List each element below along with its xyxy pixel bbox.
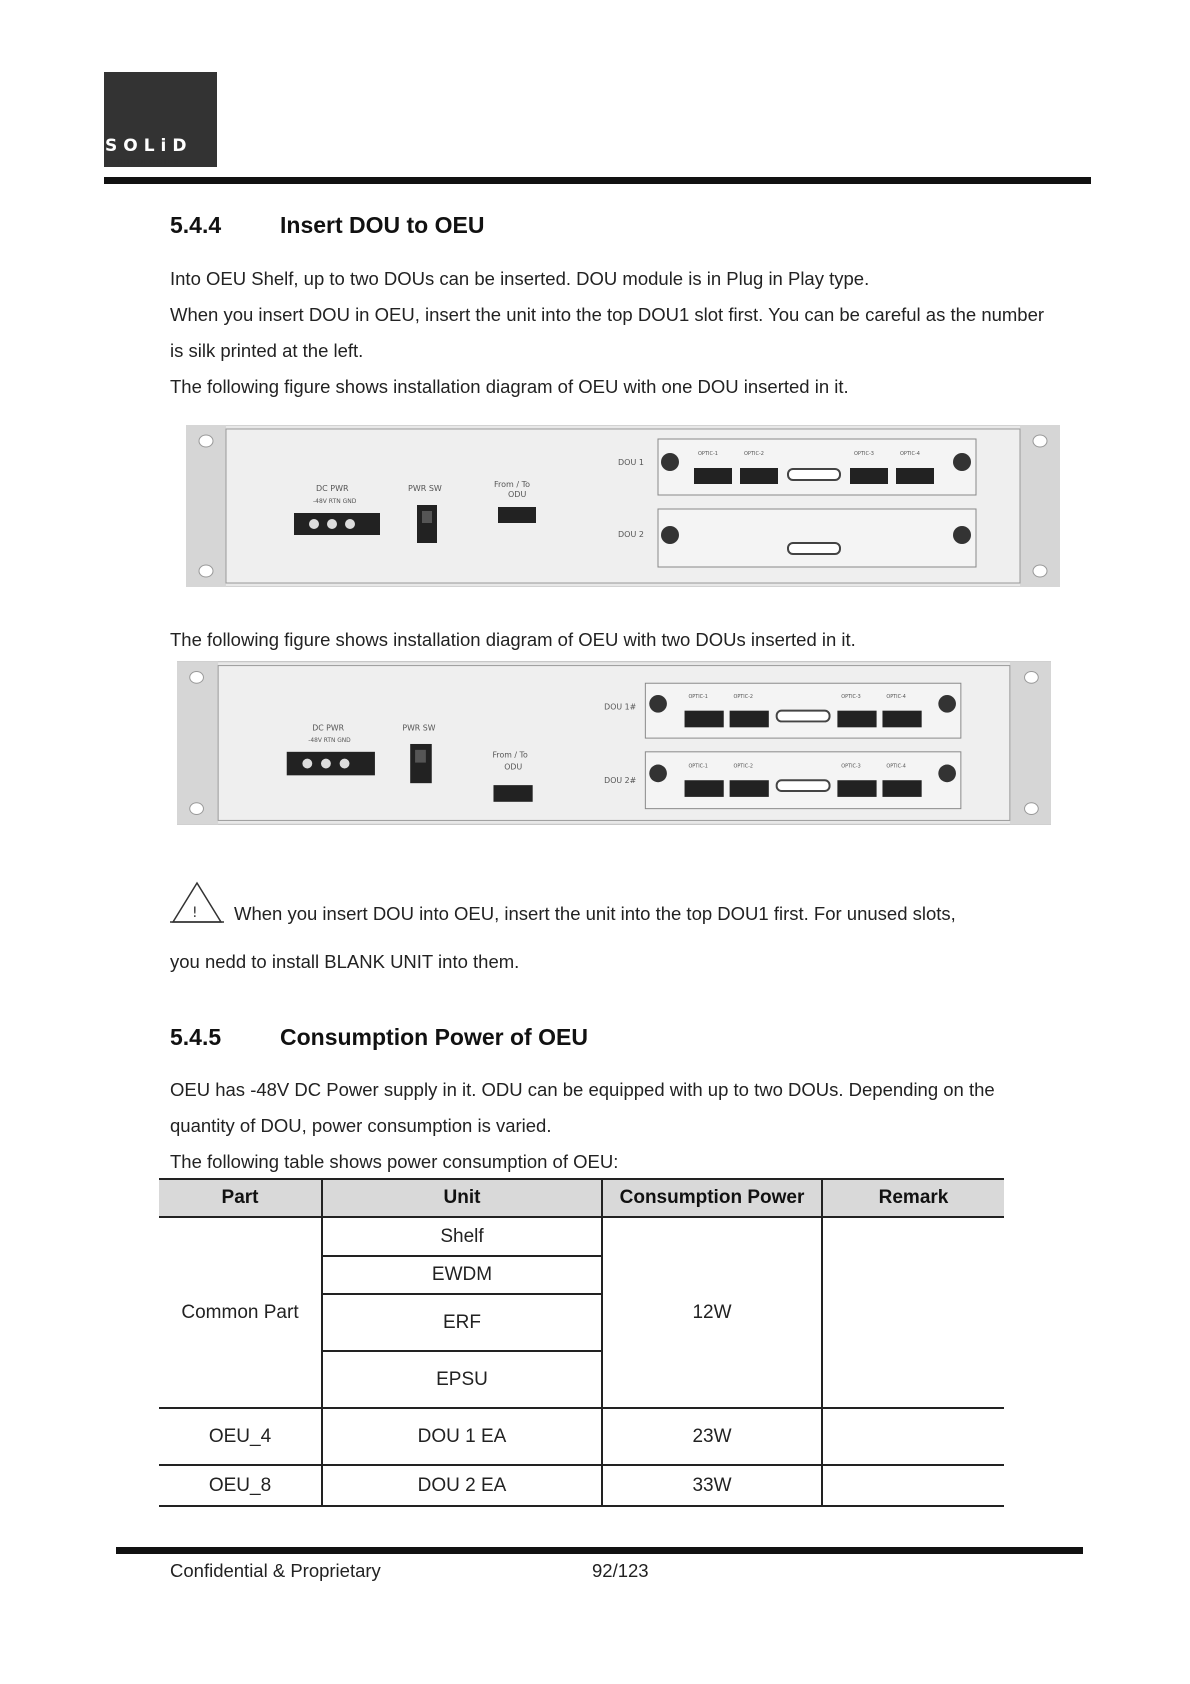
from-to-label: From / To bbox=[492, 750, 528, 760]
remark-cell bbox=[822, 1408, 1004, 1465]
oeu-one-dou-figure bbox=[186, 425, 1060, 587]
section-heading-544 bbox=[170, 212, 484, 239]
dc-pwr-label: DC PWR bbox=[316, 484, 349, 493]
dou1-slot-label: DOU 1# bbox=[604, 702, 637, 712]
part-cell: OEU_8 bbox=[159, 1465, 322, 1506]
footer-confidential: Confidential & Proprietary bbox=[170, 1560, 381, 1581]
paragraph: The following table shows power consumption of OEU: bbox=[170, 1151, 619, 1172]
column-header: Remark bbox=[822, 1179, 1004, 1217]
port-label: OPTIC-2 bbox=[733, 693, 754, 700]
figure2-caption: The following figure shows installation diagram of OEU with two DOUs inserted in it. bbox=[170, 629, 856, 650]
common-part-cell: Common Part bbox=[159, 1217, 322, 1408]
section-heading-545 bbox=[170, 1024, 588, 1051]
port-label: OPTIC-3 bbox=[841, 763, 861, 770]
column-header: Unit bbox=[322, 1179, 602, 1217]
footer-rule bbox=[116, 1547, 1083, 1554]
port-label: OPTIC-4 bbox=[886, 693, 906, 700]
header-rule bbox=[104, 177, 1091, 184]
unit-cell: ERF bbox=[322, 1294, 602, 1351]
unit-cell: Shelf bbox=[322, 1217, 602, 1256]
terminal-labels: -48V RTN GND bbox=[313, 498, 357, 505]
power-cell: 33W bbox=[602, 1465, 822, 1506]
paragraph: Into OEU Shelf, up to two DOUs can be inserted. DOU module is in Plug in Play type. bbox=[170, 268, 870, 289]
column-header: Part bbox=[159, 1179, 322, 1217]
pwr-sw-label: PWR SW bbox=[408, 484, 442, 493]
svg-text:!: ! bbox=[192, 905, 198, 921]
power-paragraphs bbox=[170, 1072, 1050, 1180]
part-cell: OEU_4 bbox=[159, 1408, 322, 1465]
odu-label: ODU bbox=[504, 762, 523, 772]
unit-cell: EPSU bbox=[322, 1351, 602, 1408]
logo-word: SOLiD bbox=[105, 136, 193, 156]
from-to-label: From / To bbox=[494, 480, 531, 489]
port-label: OPTIC-2 bbox=[744, 451, 764, 457]
port-label: OPTIC-1 bbox=[698, 451, 718, 457]
table-row bbox=[159, 1217, 1004, 1256]
table-row bbox=[159, 1465, 1004, 1506]
dou2-slot-label: DOU 2 bbox=[618, 530, 644, 539]
paragraph: OEU has -48V DC Power supply in it. ODU can be equipped with up to two DOUs. Depending on the quantity of DOU, power consumption is varied. bbox=[170, 1079, 995, 1136]
common-power-cell: 12W bbox=[602, 1217, 822, 1408]
remark-cell bbox=[822, 1465, 1004, 1506]
oeu-two-dou-figure bbox=[177, 660, 1051, 826]
pwr-sw-label: PWR SW bbox=[402, 723, 436, 733]
section-title: Consumption Power of OEU bbox=[280, 1024, 588, 1050]
port-label: OPTIC-3 bbox=[841, 693, 861, 700]
dou2-slot-label: DOU 2# bbox=[604, 776, 637, 786]
column-header: Consumption Power bbox=[602, 1179, 822, 1217]
port-label: OPTIC-3 bbox=[854, 451, 874, 457]
terminal-labels: -48V RTN GND bbox=[308, 738, 351, 745]
table-header-row bbox=[159, 1179, 1004, 1217]
unit-cell: DOU 1 EA bbox=[322, 1408, 602, 1465]
unit-cell: EWDM bbox=[322, 1256, 602, 1294]
unit-cell: DOU 2 EA bbox=[322, 1465, 602, 1506]
paragraph: The following figure shows installation diagram of OEU with one DOU inserted in it. bbox=[170, 376, 849, 397]
section-title: Insert DOU to OEU bbox=[280, 212, 485, 238]
port-label: OPTIC-1 bbox=[688, 763, 708, 770]
caution-text-line1: When you insert DOU into OEU, insert the unit into the top DOU1 first. For unused slots, bbox=[234, 903, 956, 924]
remark-cell bbox=[822, 1217, 1004, 1408]
port-label: OPTIC-2 bbox=[733, 763, 754, 770]
port-label: OPTIC-4 bbox=[900, 451, 920, 457]
paragraph: When you insert DOU in OEU, insert the unit into the top DOU1 slot first. You can be careful as the number is silk printed at the left. bbox=[170, 304, 1045, 361]
table-row bbox=[159, 1408, 1004, 1465]
logo-subtitle: TECHNOLOGIES bbox=[105, 159, 180, 166]
port-label: OPTIC-1 bbox=[688, 693, 708, 700]
dou1-slot-label: DOU 1 bbox=[618, 458, 644, 467]
section-number: 5.4.5 bbox=[170, 1024, 222, 1050]
caution-icon bbox=[170, 880, 224, 926]
power-cell: 23W bbox=[602, 1408, 822, 1465]
dc-pwr-label: DC PWR bbox=[312, 723, 345, 733]
caution-text-line2: you nedd to install BLANK UNIT into them. bbox=[170, 951, 520, 972]
port-label: OPTIC-4 bbox=[886, 763, 906, 770]
intro-paragraphs bbox=[170, 261, 1050, 405]
page-number: 92/123 bbox=[592, 1560, 649, 1581]
power-consumption-table bbox=[159, 1178, 1004, 1507]
section-number: 5.4.4 bbox=[170, 212, 222, 238]
odu-label: ODU bbox=[508, 490, 527, 499]
